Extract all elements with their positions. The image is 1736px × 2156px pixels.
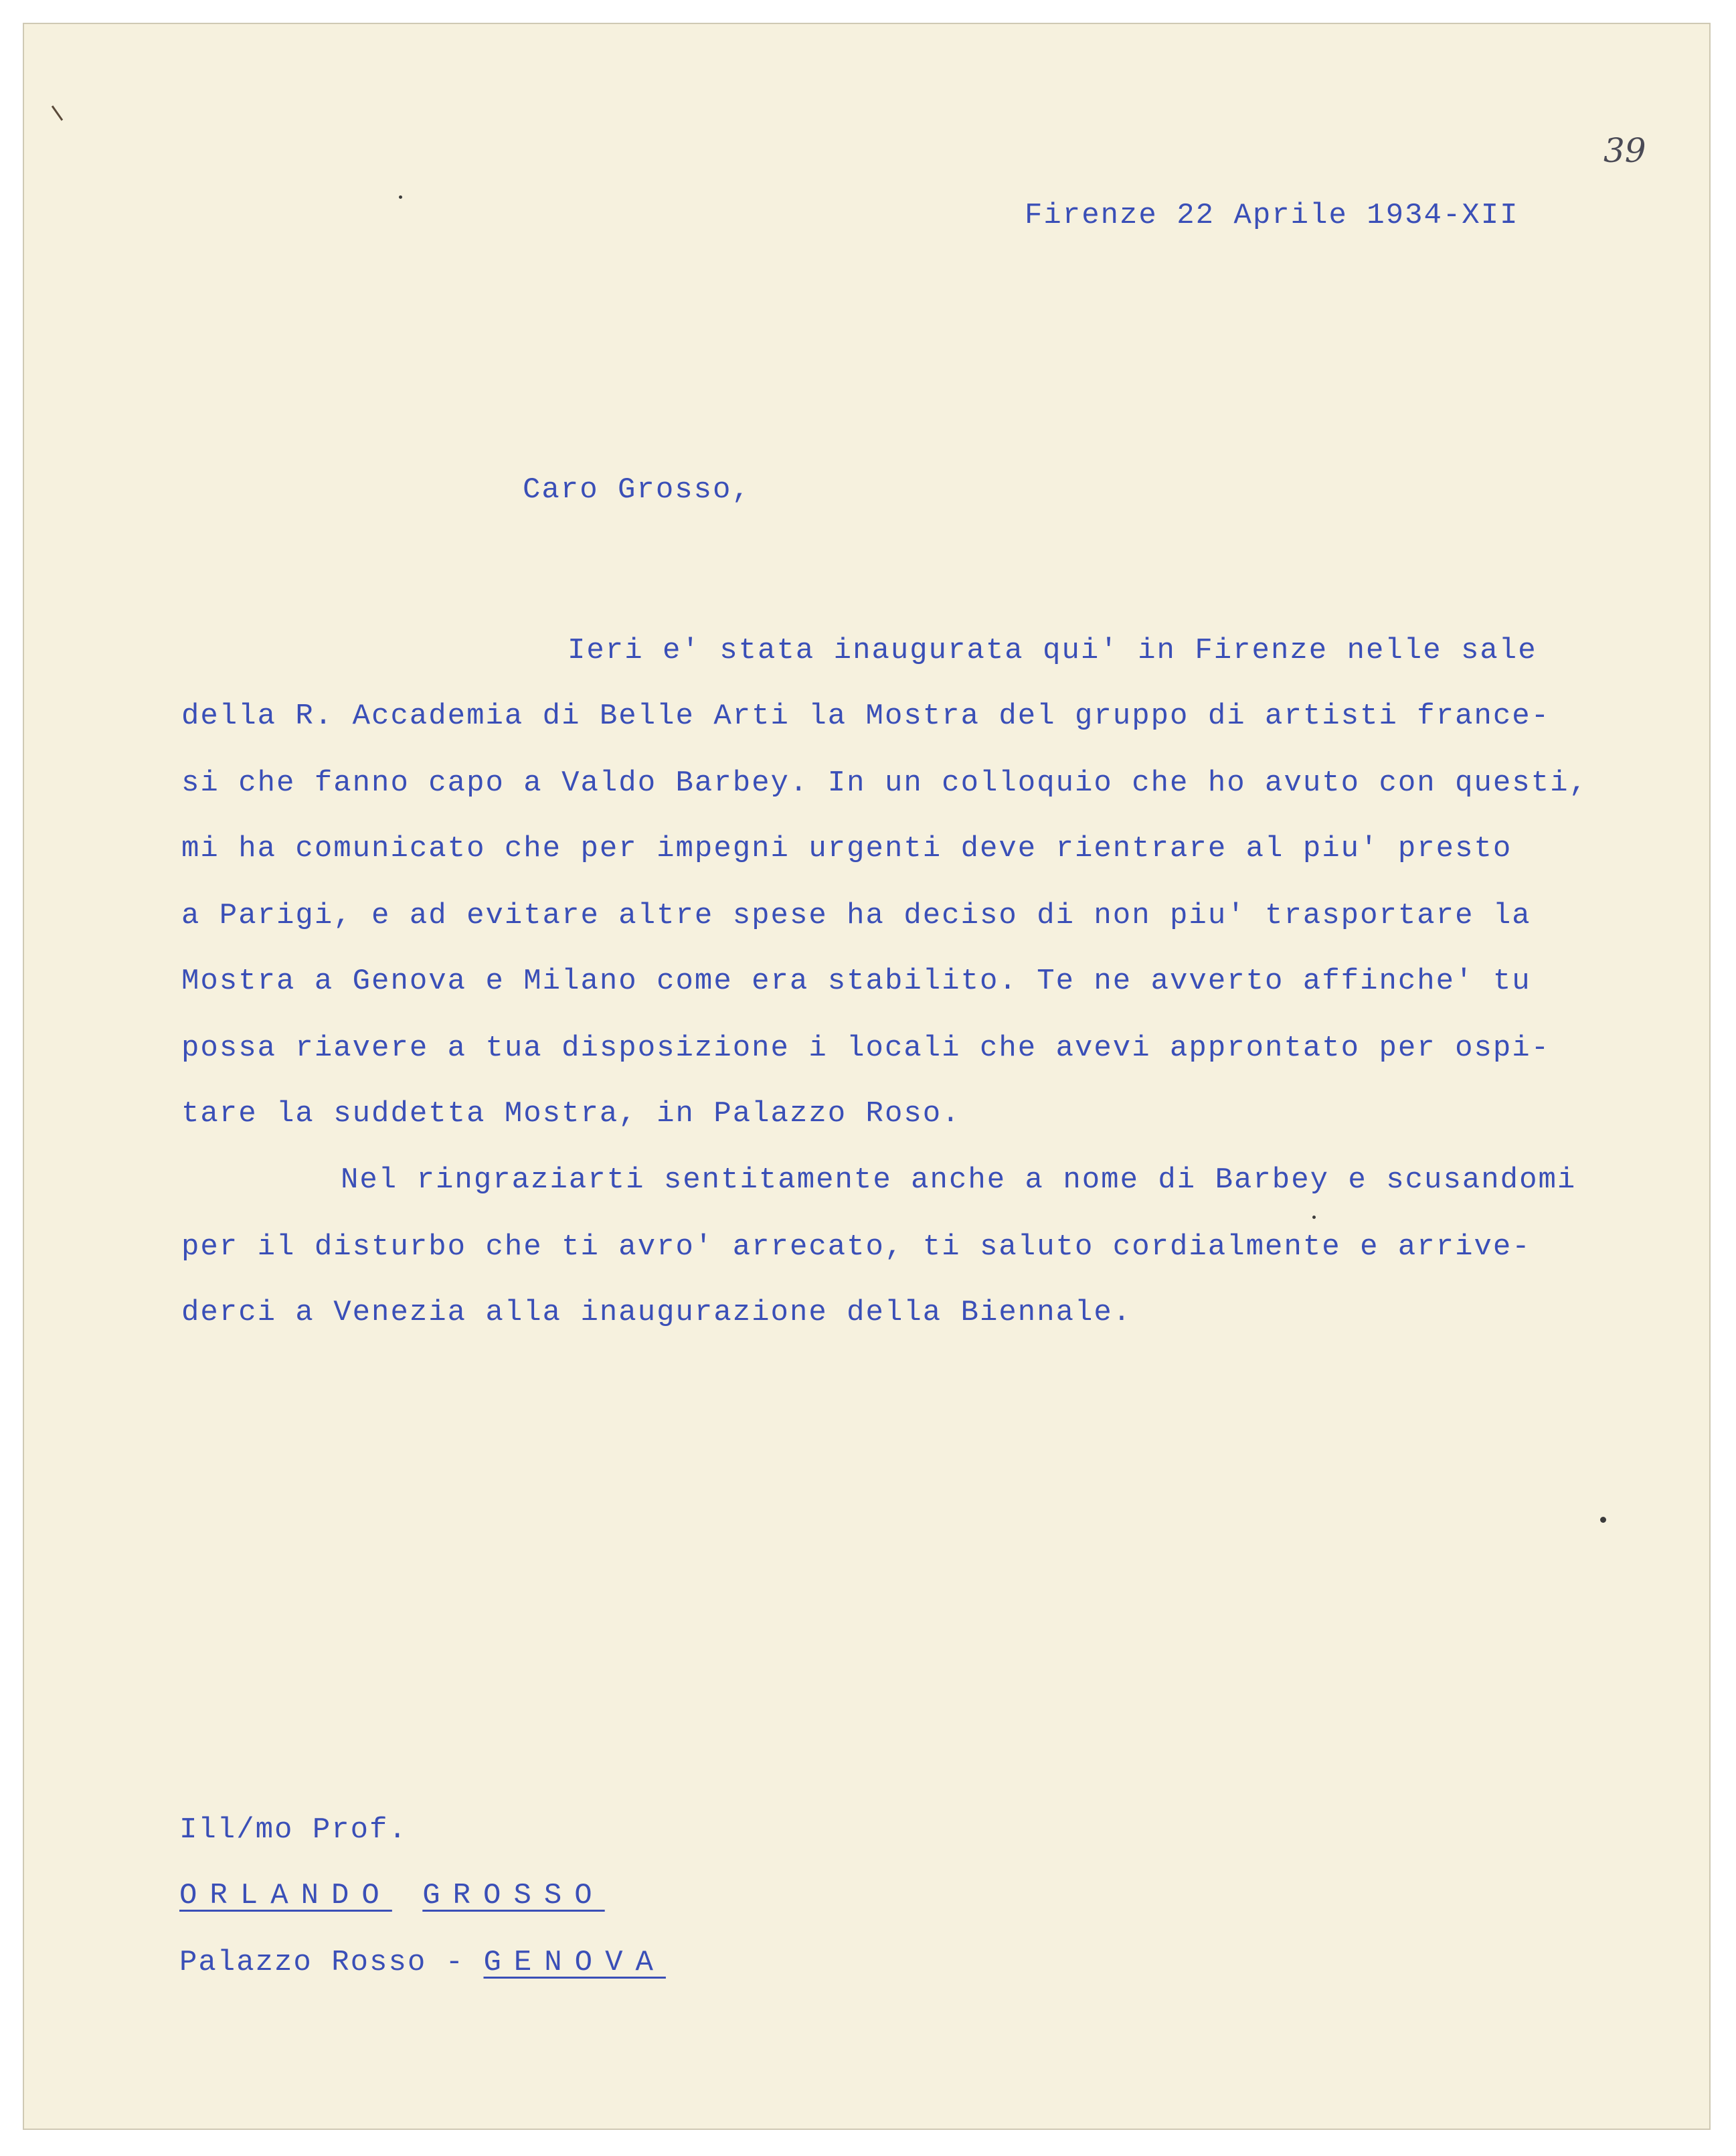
edge-mark [52,105,63,120]
page-number: 39 [1603,131,1646,170]
recipient-last-name: GROSSO [422,1879,605,1912]
body-line: mi ha comunicato che per impegni urgenti deve rientrare al piu' presto [181,832,1512,865]
salutation: Caro Grosso, [523,473,751,507]
body-line: tare la suddetta Mostra, in Palazzo Roso. [181,1097,961,1131]
body-line: per il disturbo che ti avro' arrecato, ti saluto cordialmente e arrive- [181,1230,1531,1264]
body-line: derci a Venezia alla inaugurazione della Biennale. [181,1296,1132,1329]
letter-page [23,23,1711,2130]
body-line: si che fanno capo a Valdo Barbey. In un colloquio che ho avuto con questi, [181,766,1588,800]
ink-speck [1312,1216,1316,1219]
recipient-city: GENOVA [483,1946,666,1979]
body-line: possa riavere a tua disposizione i locali che avevi approntato per ospi- [181,1031,1551,1065]
body-line: Mostra a Genova e Milano come era stabilito. Te ne avverto affinche' tu [181,965,1531,998]
body-line: Ieri e' stata inaugurata qui' in Firenze nelle sale [568,634,1537,667]
recipient-name [179,1881,605,1910]
body-line: della R. Accademia di Belle Arti la Mostra del gruppo di artisti france- [181,699,1551,733]
recipient-place: Palazzo Rosso - [179,1946,484,1979]
recipient-address [179,1948,666,1977]
address-title: Ill/mo Prof. [179,1813,408,1847]
body-line: a Parigi, e ad evitare altre spese ha deciso di non piu' trasportare la [181,899,1531,932]
date-line: Firenze 22 Aprile 1934-XII [1025,199,1519,232]
ink-speck [1600,1517,1606,1523]
body-line: Nel ringraziarti sentitamente anche a nome di Barbey e scusandomi [341,1163,1577,1197]
recipient-first-name: ORLANDO [179,1879,392,1912]
ink-speck [399,195,402,199]
